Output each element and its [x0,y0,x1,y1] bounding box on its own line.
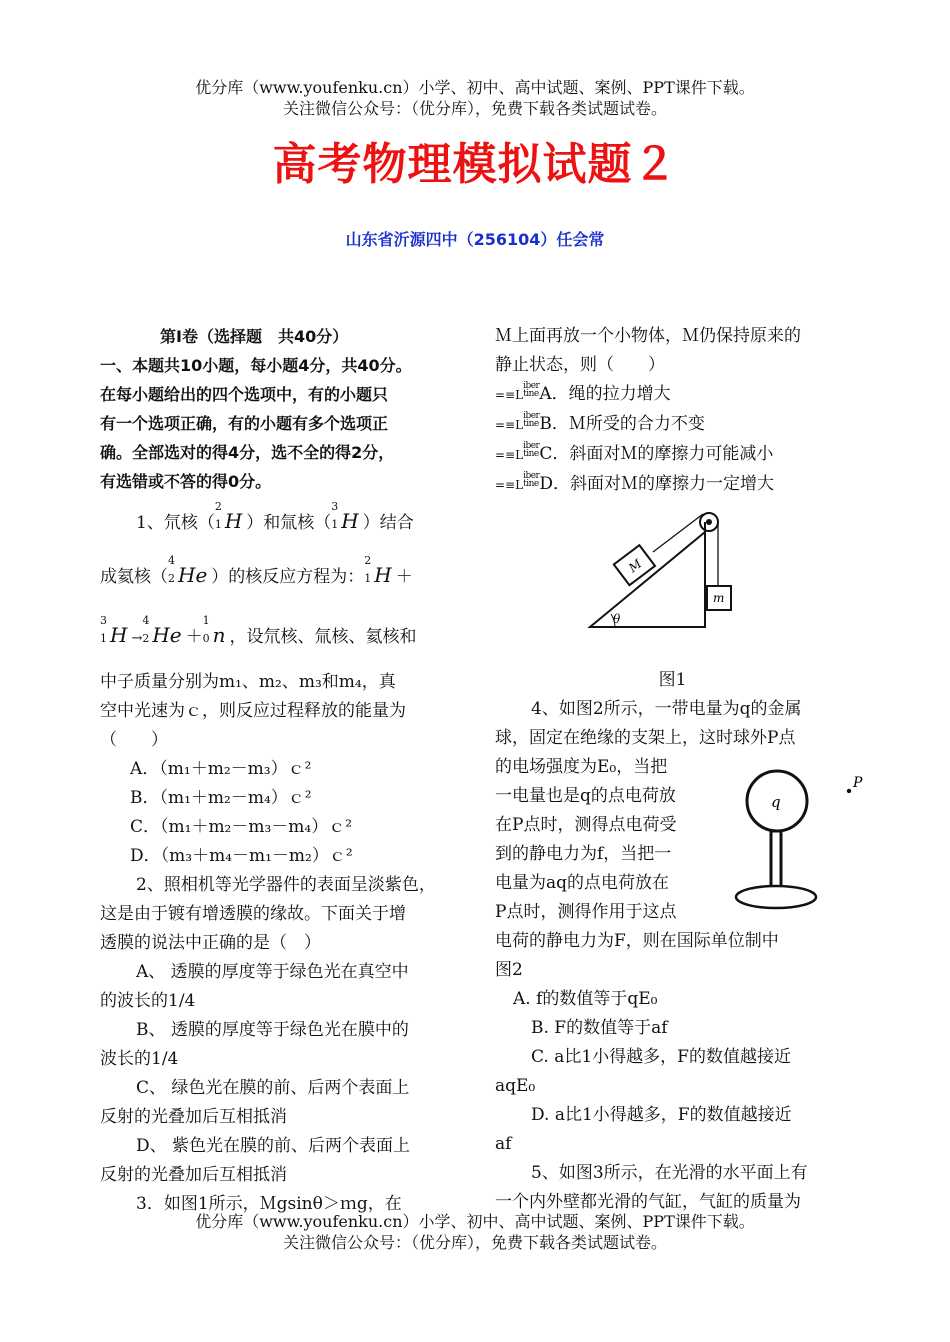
mass-number: 4 [142,614,150,627]
q3-cont: 静止状态，则（ ） [495,355,665,375]
instruction-line: 确。全部选对的得4分，选不全的得2分， [100,443,395,462]
element-symbol: H [224,509,243,533]
q1-text: ）结合 [362,513,414,533]
q5-line: 一个内外壁都光滑的气缸，气缸的质量为 [495,1192,801,1212]
q5-line: 5、如图3所示，在光滑的水平面上有 [531,1163,808,1183]
theta-label: θ [613,612,621,626]
tritium-symbol [331,496,359,540]
q4-line: 在P点时，测得点电荷受 [495,815,677,835]
q2-option-d: D、 紫色光在膜的前、后两个表面上 [136,1136,411,1156]
page-footer-line-1: 优分库（www.youfenku.cn）小学、初中、高中试题、案例、PPT课件下载。 [195,1212,755,1231]
block-M-label: M [625,556,645,576]
q2-option-d-cont: 反射的光叠加后互相抵消 [100,1165,287,1185]
q4-wrapped-text [495,753,725,927]
q3-option-a [495,380,855,410]
pulley-axle [706,519,712,525]
artifact-bot: tine [523,449,539,459]
block-m-label: m [713,591,725,605]
figure-1-caption: 图1 [658,670,687,690]
q1-text: ，设氘核、氚核、氦核和 [229,627,417,647]
insulating-stand [771,831,781,893]
q1-line-3 [100,596,465,658]
section-title: 第Ⅰ卷（选择题 共40分） [160,327,349,346]
element-symbol: H [341,509,359,533]
atomic-number: 1 [100,632,107,645]
q1-line-4: 中子质量分别为m₁、m₂、m₃和m₄，真 [100,672,396,692]
q4-line: 的电场强度为E₀，当把 [495,757,668,777]
page-header-line-1: 优分库（www.youfenku.cn）小学、初中、高中试题、案例、PPT课件下载。 [195,78,755,97]
left-column [100,322,465,1219]
element-symbol: n [212,623,226,647]
rope-incline [653,514,703,552]
q4-line: 4、如图2所示，一带电量为q的金属 [531,699,802,719]
artifact-top: iber [523,471,540,481]
q4-line: 一电量也是q的点电荷放 [495,786,676,806]
q4-option-d-cont: af [495,1134,512,1154]
atomic-number: 1 [364,572,372,585]
atomic-number: 1 [331,518,339,531]
q4-option-a: A. f的数值等于qE₀ [513,989,658,1009]
q1-line-5: 空中光速为ｃ，则反应过程释放的能量为 [100,701,406,721]
page-title: 高考物理模拟试题２ [272,139,678,190]
q4-wrap [495,753,863,927]
q4-option-b: B. F的数值等于af [531,1018,668,1038]
point-P-label: P [853,775,863,791]
instruction-line: 在每小题给出的四个选项中，有的小题只 [100,385,389,404]
atomic-number: 2 [142,632,150,645]
mass-number: 2 [364,554,372,567]
arrow-icon: → [131,631,143,646]
q4-option-c: C. a比1小得越多，F的数值越接近 [531,1047,791,1067]
page-header-line-2: 关注微信公众号：（优分库），免费下载各类试题试卷。 [282,99,667,118]
deuterium-symbol [364,540,392,596]
q2-option-c: C、 绿色光在膜的前、后两个表面上 [136,1078,410,1098]
incline-triangle [590,532,705,627]
figure-2-caption: 图2 [495,960,523,980]
question-2 [100,871,465,1190]
artifact-prefix: =≡L [495,448,524,462]
option-text: A．绳的拉力增大 [539,384,671,404]
q1-option-c: C．（m₁＋m₂－m₃－m₄）ｃ² [130,817,353,837]
q3-option-d [495,470,855,500]
q4-line: 到的静电力为f，当把一 [495,844,672,864]
q1-text: 1、氘核（ [136,513,215,533]
artifact-top: iber [523,411,540,421]
artifact-top: iber [523,381,540,391]
plus-sign: ＋ [185,627,203,647]
atomic-number: 1 [214,518,222,531]
page-footer-line-2: 关注微信公众号：（优分库），免费下载各类试题试卷。 [282,1233,667,1252]
q3-start: 3．如图1所示，Ｍgsinθ＞ｍg，在 [136,1194,402,1214]
q3-option-c [495,440,855,470]
neutron-symbol [202,596,226,658]
artifact-top: iber [523,441,540,451]
q2-stem: 这是由于镀有增透膜的缘故。下面关于增 [100,904,406,924]
q2-option-a-cont: 的波长的1/4 [100,991,196,1011]
atomic-number: 0 [202,632,210,645]
instruction-line: 有选错或不答的得0分。 [100,472,272,491]
sphere-charge-label: q [771,793,781,811]
q2-option-b: B、 透膜的厚度等于绿色光在膜中的 [136,1020,409,1040]
element-symbol: H [374,563,392,587]
q2-stem: 2、照相机等光学器件的表面呈淡紫色， [136,875,436,895]
stand-base [736,886,816,908]
artifact-glyph [523,412,539,428]
mass-number: 4 [168,554,175,567]
q1-option-d: D．（m₃＋m₄－m₁－m₂）ｃ² [130,846,353,866]
artifact-glyph [523,382,539,398]
option-text: C．斜面对Ｍ的摩擦力可能减小 [539,444,774,464]
q4-line: 电荷的静电力为F，则在国际单位制中 [495,931,779,951]
helium-symbol [142,596,182,658]
q2-option-c-cont: 反射的光叠加后互相抵消 [100,1107,287,1127]
q1-line-6: （ ） [100,730,168,750]
q1-text: ）的核反应方程为： [211,567,365,587]
artifact-bot: tine [523,419,539,429]
author-line: 山东省沂源四中（256104）任会常 [345,230,605,249]
figure-2-charged-sphere [733,761,873,911]
q4-line: P点时，测得作用于这点 [495,902,677,922]
q1-text: ）和氚核（ [246,513,332,533]
q4-option-d: D. a比1小得越多，F的数值越接近 [531,1105,792,1125]
q1-option-a: A．（m₁＋m₂－m₃）ｃ² [130,759,312,779]
helium-symbol [168,540,208,596]
element-symbol: H [110,623,128,647]
atomic-number: 2 [168,572,175,585]
element-symbol: He [152,623,182,647]
q1-line-1 [100,496,465,540]
figure-1-incline-pulley [495,502,855,652]
artifact-glyph [523,472,539,488]
q3-cont: Ｍ上面再放一个小物体，Ｍ仍保持原来的 [495,326,801,346]
instruction-line: 一、本题共10小题，每小题4分，共40分。 [100,356,412,375]
point-P-dot [847,789,851,793]
deuterium-symbol [214,496,243,540]
artifact-prefix: =≡L [495,388,524,402]
q1-line-2 [100,540,465,596]
q1-text: ＋ [395,567,413,587]
option-text: D．斜面对Ｍ的摩擦力一定增大 [539,474,774,494]
tritium-symbol [100,596,128,658]
artifact-prefix: =≡L [495,418,524,432]
q4-option-c-cont: aqE₀ [495,1076,536,1096]
right-column [495,322,863,1217]
instruction-line: 有一个选项正确，有的小题有多个选项正 [100,414,389,433]
mass-number: 3 [331,500,339,513]
option-text: B．Ｍ所受的合力不变 [539,414,705,434]
artifact-prefix: =≡L [495,478,524,492]
q1-option-b: B．（m₁＋m₂－m₄）ｃ² [130,788,312,808]
artifact-bot: tine [523,479,539,489]
artifact-bot: tine [523,389,539,399]
q4-line: 电量为aq的点电荷放在 [495,873,670,893]
artifact-glyph [523,442,539,458]
q2-stem: 透膜的说法中正确的是（ ） [100,933,321,953]
q2-option-b-cont: 波长的1/4 [100,1049,179,1069]
q1-text: 成氦核（ [100,567,168,587]
q2-option-a: A、 透膜的厚度等于绿色光在真空中 [136,962,409,982]
q3-option-b [495,410,855,440]
mass-number: 2 [214,500,222,513]
mass-number: 1 [202,614,210,627]
question-4 [495,695,863,1159]
question-1 [100,496,465,871]
mass-number: 3 [100,614,107,627]
element-symbol: He [178,563,208,587]
q4-line: 球，固定在绝缘的支架上，这时球外P点 [495,728,796,748]
